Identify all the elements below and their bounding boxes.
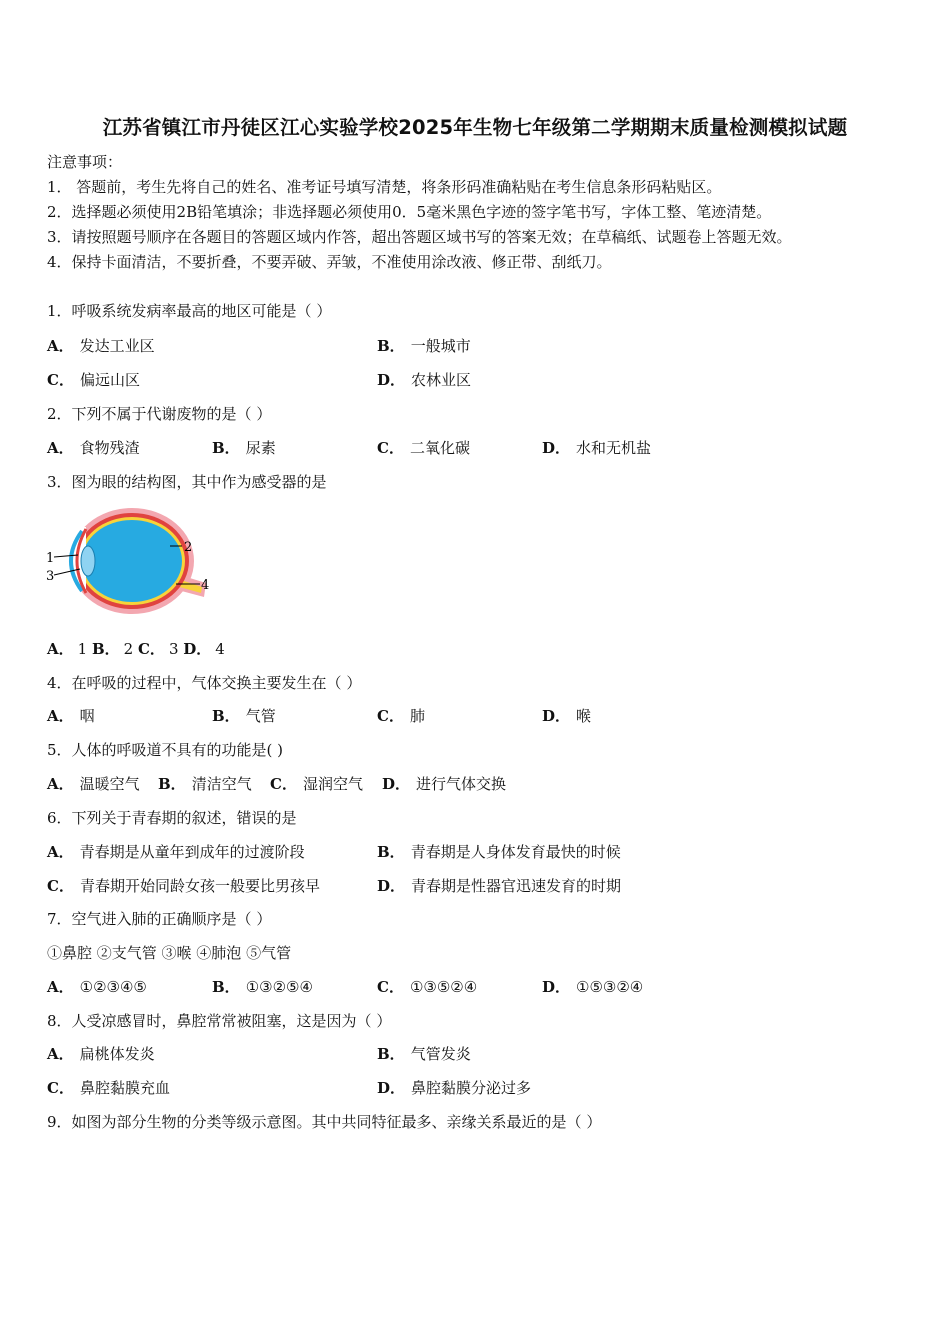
option-key: B． [377, 843, 405, 861]
q2-option-c[interactable] [377, 438, 470, 458]
question-2-stem: 2．下列不属于代谢废物的是（ ） [47, 405, 272, 423]
q5-option-b[interactable] [158, 774, 252, 794]
notice-heading: 注意事项： [47, 153, 123, 171]
option-text: 尿素 [245, 439, 276, 457]
notice-item: 1． 答题前，考生先将自己的姓名、准考证号填写清楚，将条形码准确粘贴在考生信息条形码粘贴区。 [47, 178, 722, 196]
option-text: 青春期是性器官迅速发育的时期 [411, 877, 622, 895]
q2-option-d[interactable] [542, 438, 651, 458]
q3-option-b[interactable] [92, 640, 133, 658]
q6-option-d[interactable] [377, 876, 621, 896]
option-key: B． [377, 337, 405, 355]
option-key: D． [377, 371, 406, 389]
option-text: 鼻腔黏膜分泌过多 [411, 1079, 532, 1097]
option-key: A． [47, 843, 74, 861]
option-key: D． [382, 775, 411, 793]
option-text: 咽 [79, 707, 95, 725]
lens [81, 546, 95, 576]
option-text: 3 [168, 640, 179, 658]
option-key: C． [47, 877, 74, 895]
option-text: 二氧化碳 [409, 439, 470, 457]
question-4-stem: 4．在呼吸的过程中，气体交换主要发生在（ ） [47, 674, 362, 692]
option-text: 1 [77, 640, 88, 658]
option-text: 一般城市 [410, 337, 471, 355]
option-text: 青春期开始同龄女孩一般要比男孩早 [79, 877, 320, 895]
eye-diagram [44, 505, 214, 617]
q5-option-a[interactable] [47, 774, 140, 794]
figure-label-2: 2 [184, 540, 193, 555]
option-text: 鼻腔黏膜充血 [79, 1079, 170, 1097]
question-7-items: ①鼻腔 ②支气管 ③喉 ④肺泡 ⑤气管 [47, 944, 292, 962]
option-text: 4 [215, 640, 225, 658]
option-key: C． [47, 371, 74, 389]
q6-option-c[interactable] [47, 876, 320, 896]
question-8-stem: 8．人受凉感冒时，鼻腔常常被阻塞，这是因为（ ） [47, 1012, 392, 1030]
q4-option-a[interactable] [47, 706, 95, 726]
q8-option-b[interactable] [377, 1044, 471, 1064]
q7-option-c[interactable] [377, 977, 477, 997]
option-text: ①②③④⑤ [79, 978, 147, 996]
option-text: ①⑤③②④ [576, 978, 644, 996]
q6-option-a[interactable] [47, 842, 305, 862]
q1-option-a[interactable] [47, 336, 155, 356]
option-key: B． [158, 775, 186, 793]
q1-option-b[interactable] [377, 336, 471, 356]
option-text: 清洁空气 [191, 775, 252, 793]
q5-option-c[interactable] [270, 774, 363, 794]
option-key: D． [377, 877, 406, 895]
q8-option-a[interactable] [47, 1044, 155, 1064]
option-text: 温暖空气 [79, 775, 140, 793]
option-key: B． [212, 707, 240, 725]
question-1-stem: 1．呼吸系统发病率最高的地区可能是（ ） [47, 302, 332, 320]
option-key: A． [47, 775, 74, 793]
question-3-stem: 3．图为眼的结构图，其中作为感受器的是 [47, 473, 327, 491]
option-key: B． [91, 640, 120, 658]
option-key: B． [212, 978, 240, 996]
figure-label-4: 4 [201, 578, 210, 593]
question-6-stem: 6．下列关于青春期的叙述，错误的是 [47, 809, 297, 827]
option-text: 肺 [409, 707, 425, 725]
notice-item: 3．请按照题号顺序在各题目的答题区域内作答，超出答题区域书写的答案无效；在草稿纸、试题卷上答题无效。 [47, 228, 792, 246]
option-key: A． [47, 640, 74, 658]
option-key: D． [542, 978, 571, 996]
q3-option-a[interactable] [47, 640, 87, 658]
q8-option-d[interactable] [377, 1078, 531, 1098]
option-text: ①③⑤②④ [409, 978, 478, 996]
q3-options-row [47, 639, 225, 659]
option-text: 发达工业区 [79, 337, 155, 355]
option-key: D． [377, 1079, 406, 1097]
option-key: B． [212, 439, 240, 457]
q4-option-b[interactable] [212, 706, 276, 726]
option-key: C． [270, 775, 297, 793]
q1-option-d[interactable] [377, 370, 471, 390]
q2-option-b[interactable] [212, 438, 276, 458]
option-key: C． [47, 1079, 74, 1097]
q6-option-b[interactable] [377, 842, 621, 862]
option-text: 喉 [576, 707, 592, 725]
q3-option-d[interactable] [183, 640, 225, 658]
option-key: D． [542, 439, 571, 457]
q4-option-c[interactable] [377, 706, 425, 726]
option-text: 农林业区 [411, 371, 472, 389]
q7-option-d[interactable] [542, 977, 643, 997]
question-7-stem: 7．空气进入肺的正确顺序是（ ） [47, 910, 272, 928]
option-key: A． [47, 978, 74, 996]
option-text: 湿润空气 [302, 775, 363, 793]
option-text: 偏远山区 [79, 371, 140, 389]
option-text: 进行气体交换 [416, 775, 507, 793]
vitreous-body [82, 520, 182, 602]
option-key: D． [183, 640, 212, 658]
option-key: C． [377, 978, 404, 996]
option-key: D． [542, 707, 571, 725]
question-9-stem: 9．如图为部分生物的分类等级示意图。其中共同特征最多、亲缘关系最近的是（ ） [47, 1113, 602, 1131]
option-text: 水和无机盐 [576, 439, 652, 457]
q4-option-d[interactable] [542, 706, 591, 726]
option-key: C． [377, 707, 404, 725]
option-text: 食物残渣 [79, 439, 140, 457]
q3-option-c[interactable] [138, 640, 179, 658]
eye-structure-figure [44, 505, 214, 617]
q2-option-a[interactable] [47, 438, 140, 458]
option-key: A． [47, 707, 74, 725]
question-5-stem: 5．人体的呼吸道不具有的功能是( ) [47, 741, 284, 759]
option-key: C． [137, 640, 165, 658]
option-text: 扁桃体发炎 [79, 1045, 155, 1063]
q7-option-a[interactable] [47, 977, 147, 997]
option-key: C． [377, 439, 404, 457]
option-key: A． [47, 439, 74, 457]
option-text: 2 [123, 640, 134, 658]
option-text: 气管 [245, 707, 276, 725]
option-key: A． [47, 1045, 74, 1063]
option-text: 青春期是人身体发育最快的时候 [410, 843, 621, 861]
option-text: 青春期是从童年到成年的过渡阶段 [79, 843, 305, 861]
option-key: A． [47, 337, 74, 355]
q1-option-c[interactable] [47, 370, 140, 390]
option-key: B． [377, 1045, 405, 1063]
figure-label-1: 1 [46, 551, 55, 566]
notice-item: 2．选择题必须使用2B铅笔填涂；非选择题必须使用0．5毫米黑色字迹的签字笔书写，字体工整、笔迹清楚。 [47, 203, 772, 221]
q5-option-d[interactable] [382, 774, 506, 794]
q8-option-c[interactable] [47, 1078, 170, 1098]
notice-item: 4．保持卡面清洁，不要折叠，不要弄破、弄皱，不准使用涂改液、修正带、刮纸刀。 [47, 253, 612, 271]
option-text: 气管发炎 [410, 1045, 471, 1063]
q7-option-b[interactable] [212, 977, 313, 997]
figure-label-3: 3 [46, 569, 55, 584]
exam-title: 江苏省镇江市丹徒区江心实验学校2025年生物七年级第二学期期末质量检测模拟试题 [102, 116, 848, 139]
option-text: ①③②⑤④ [245, 978, 313, 996]
